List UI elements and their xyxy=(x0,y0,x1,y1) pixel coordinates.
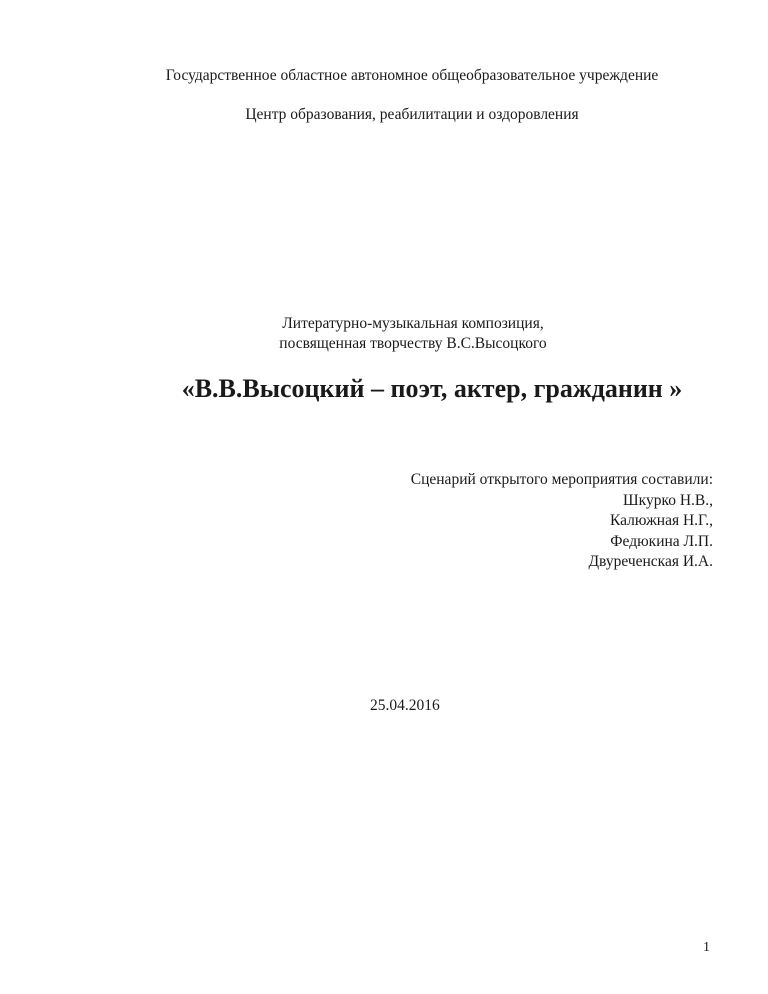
subtitle-line-2: посвященная творчеству В.С.Высоцкого xyxy=(279,335,547,352)
document-title: «В.В.Высоцкий – поэт, актер, гражданин » xyxy=(181,374,683,403)
authors-block xyxy=(411,470,713,573)
subtitle-line-1: Литературно-музыкальная композиция, xyxy=(282,315,544,332)
author-name: Федюкина Л.П. xyxy=(610,532,713,550)
organization-name-line-2: Центр образования, реабилитации и оздоровления xyxy=(245,106,579,123)
document-date: 25.04.2016 xyxy=(370,697,440,714)
author-name: Двуреченская И.А. xyxy=(588,553,713,570)
author-name: Калюжная Н.Г., xyxy=(610,512,713,529)
organization-name-line-1: Государственное областное автономное общеобразовательное учреждение xyxy=(165,67,659,84)
author-name: Шкурко Н.В., xyxy=(623,491,713,509)
authors-intro: Сценарий открытого мероприятия составили: xyxy=(410,471,713,488)
page-number: 1 xyxy=(703,940,710,955)
